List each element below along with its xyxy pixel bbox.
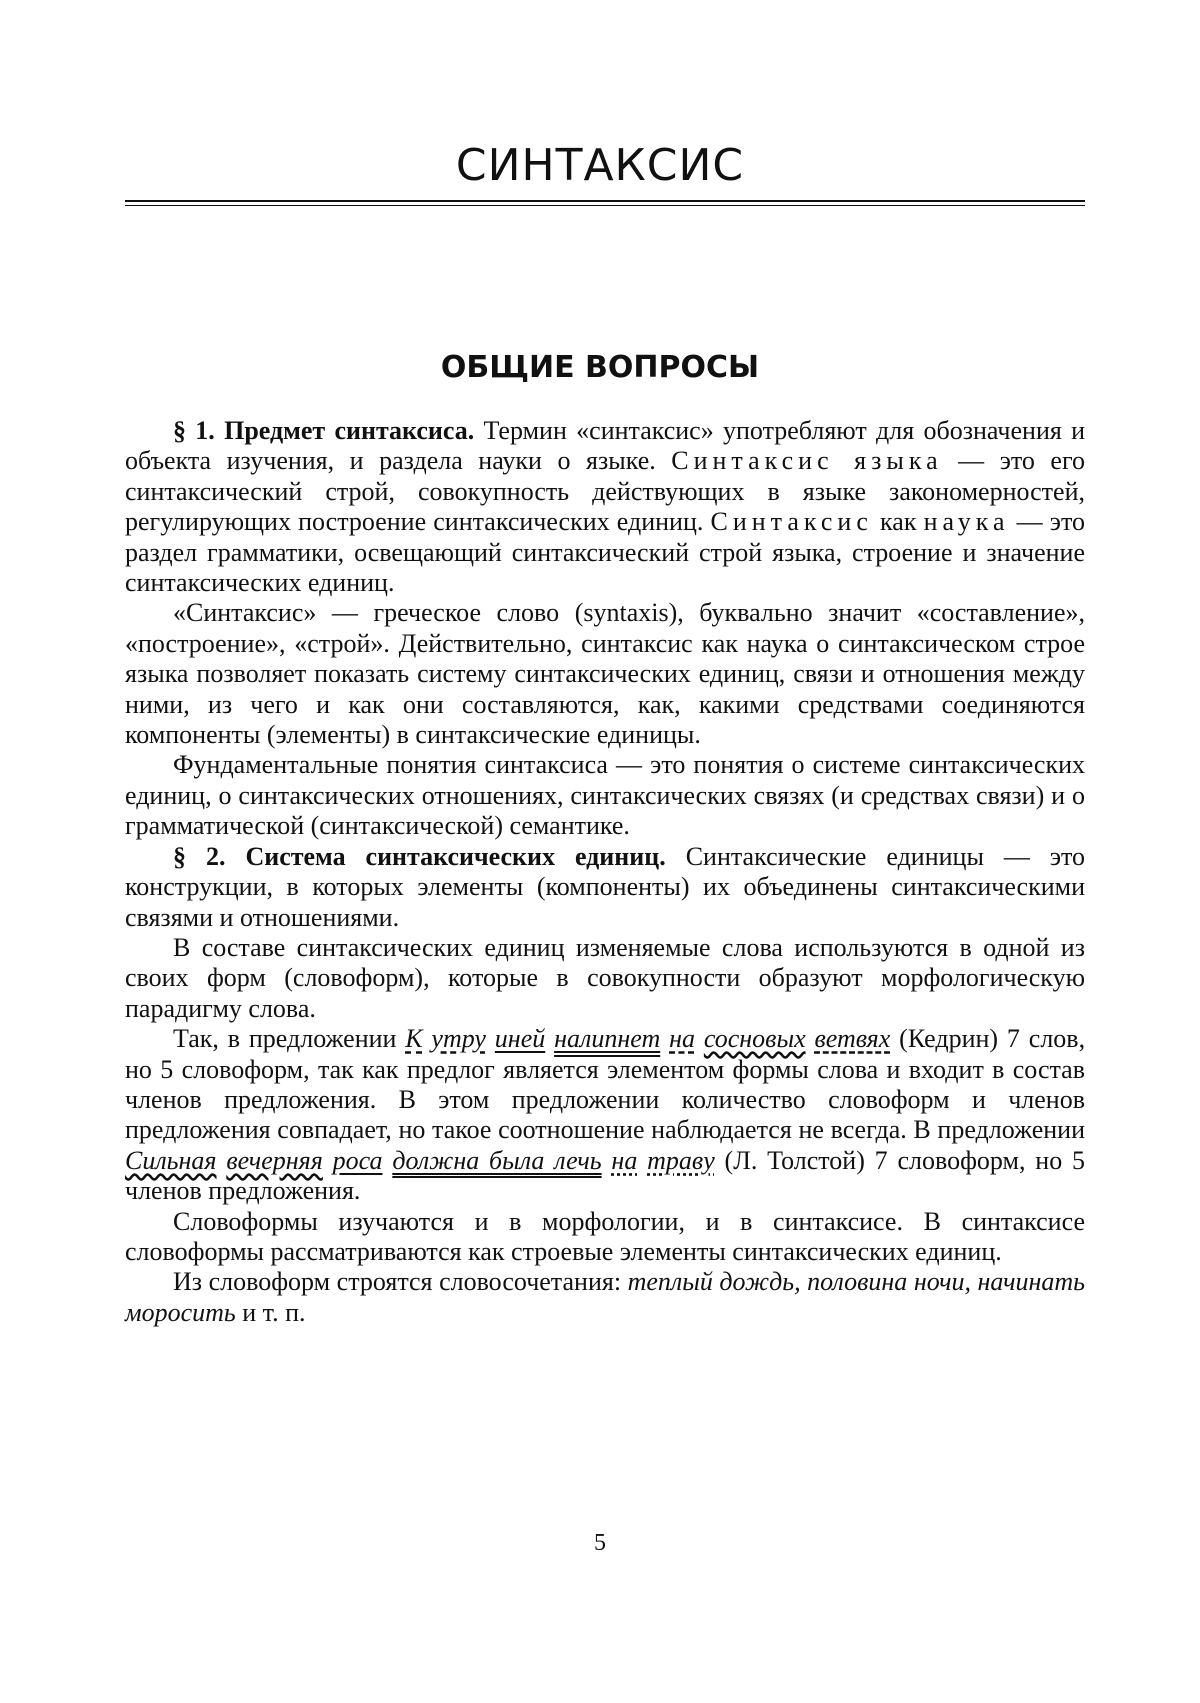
text-run: Так, в предложении xyxy=(173,1024,406,1054)
paragraph-2: «Синтаксис» — греческое слово (syntaxis), буквально значит «составление», «построение», «строй». Действительно, синтаксис как наука о синтаксическом строе языка позволяет показать систему синтаксических единиц, связи и отношения между ними, из чего и как они составляются, как, какими средствами соединяются компоненты (элементы) в синтаксические единицы. xyxy=(125,598,1085,750)
term-syntax-of-language: Синтаксис языка xyxy=(671,446,943,476)
example-attribute: Сильная xyxy=(125,1145,217,1175)
term-syntax: Синтаксис xyxy=(710,507,873,537)
example-word: на xyxy=(611,1145,638,1175)
paragraph-1 xyxy=(125,416,1085,598)
text-run: Синтаксические единицы — это конструкции, в которых элементы (компоненты) их объединены синтаксическими связями и отношениями. xyxy=(125,841,1086,932)
text-run: (Л. Толстой) 7 словоформ, но 5 членов предложения. xyxy=(125,1145,1086,1206)
example-attribute: вечерняя xyxy=(226,1145,323,1175)
paragraph-number: § 1. xyxy=(173,416,215,445)
text-run: Из словоформ строятся словосочетания: xyxy=(173,1267,628,1297)
paragraph-heading: Система синтаксических единиц. xyxy=(245,841,666,871)
text-run: — это раздел грамматики, освещающий синтаксический строй языка, строение и значение синтаксических единиц. xyxy=(125,507,1085,598)
example-predicate: должна была лечь xyxy=(392,1145,602,1175)
paragraph-7: Словоформы изучаются и в морфологии, и в синтаксисе. В синтаксисе словоформы рассматриваются как строевые элементы синтаксических единиц. xyxy=(125,1206,1085,1266)
section-title: ОБЩИЕ ВОПРОСЫ xyxy=(440,350,760,385)
body-text xyxy=(125,416,1085,1328)
paragraph-4 xyxy=(125,842,1085,933)
paragraph-number: § 2. xyxy=(173,841,226,871)
text-run: как xyxy=(872,507,924,537)
page-number: 5 xyxy=(594,1530,606,1556)
example-predicate: налипнет xyxy=(554,1024,661,1054)
paragraph-3: Фундаментальные понятия синтаксиса — это понятия о системе синтаксических единиц, о синтаксических отношениях, синтаксических связях (и средствах связи) и о грамматической (синтаксической) семантике. xyxy=(125,750,1085,841)
text-run: и т. п. xyxy=(235,1297,306,1327)
paragraph-6 xyxy=(125,1024,1085,1206)
example-word: ветвях xyxy=(814,1024,891,1054)
example-word: на xyxy=(669,1024,695,1054)
part-title: СИНТАКСИС xyxy=(455,140,745,191)
example-subject: иней xyxy=(494,1024,546,1054)
text-run: — это его синтаксический строй, совокупность действующих в языке закономерностей, регулирующих построение синтаксических единиц. xyxy=(125,446,1085,537)
example-subject: роса xyxy=(332,1145,383,1175)
term-science: наука xyxy=(923,507,1010,537)
title-rule-thin xyxy=(125,205,1085,206)
example-attribute: сосновых xyxy=(703,1024,806,1054)
title-rule xyxy=(125,200,1085,202)
example-word: утру xyxy=(431,1024,486,1054)
paragraph-heading: Предмет синтаксиса. xyxy=(224,416,475,445)
text-run: (Кедрин) 7 слов, но 5 словоформ, так как предлог является элементом формы слова и входит в состав членов предложения. В этом предложении количество словоформ и членов предложения совпадает, но такое соотношение наблюдается не всегда. В предложении xyxy=(125,1024,1086,1145)
example-phrases: теплый дождь, половина ночи, начинать моросить xyxy=(125,1267,1085,1327)
paragraph-5: В составе синтаксических единиц изменяемые слова используются в одной из своих форм (словоформ), которые в совокупности образуют морфологическую парадигму слова. xyxy=(125,932,1085,1023)
text-run: Термин «синтаксис» употребляют для обозначения и объекта изучения, и раздела науки о языке. xyxy=(125,416,1086,476)
example-word: траву xyxy=(647,1145,715,1175)
example-word: К xyxy=(405,1024,423,1054)
paragraph-8 xyxy=(125,1267,1085,1328)
